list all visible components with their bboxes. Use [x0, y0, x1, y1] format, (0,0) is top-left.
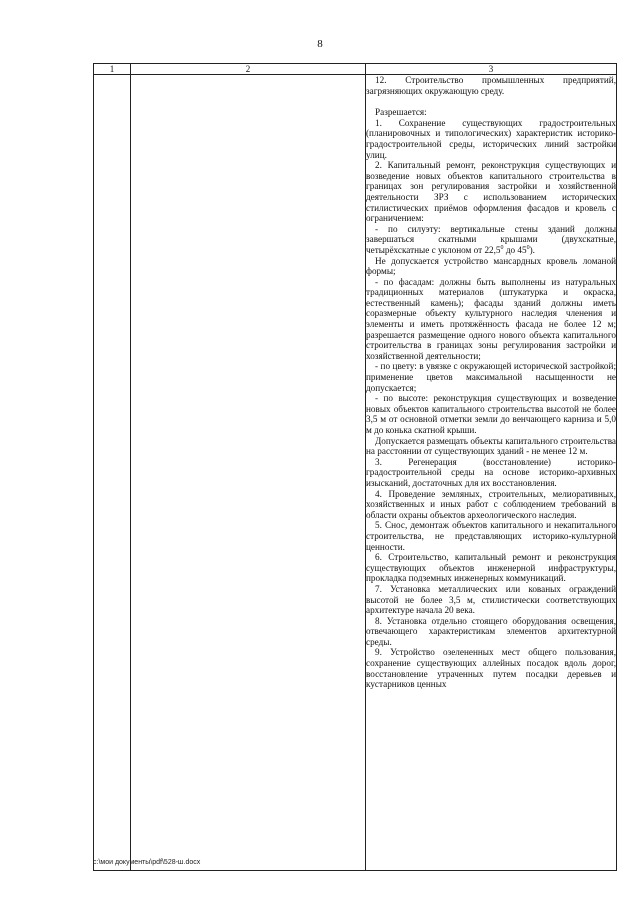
cell-column-1 — [94, 75, 131, 871]
paragraph-allowed-heading: Разрешается: — [375, 107, 427, 118]
paragraph-allowed-5: 5. Снос, демонтаж объектов капитального и некапитального строительства, не представляющих историко-культурной ценности. — [366, 520, 616, 552]
degree-sup-a: 0 — [500, 244, 504, 251]
degree-sup-b: 0 — [526, 244, 530, 251]
paragraph-distance: Допускается размещать объекты капитального строительства на расстоянии от существующих зданий - не менее 12 м. — [366, 435, 616, 457]
slope-end: ). — [529, 244, 535, 255]
column-header-2: 2 — [131, 64, 366, 75]
cell-column-2 — [131, 75, 366, 871]
page-number: 8 — [317, 38, 323, 50]
slope-to: до 45 — [505, 244, 527, 255]
table-header-row — [94, 64, 617, 75]
paragraph-mansard: Не допускается устройство мансардных кровель ломаной формы; — [366, 255, 616, 277]
paragraph-allowed-9: 9. Устройство озелененных мест общего пользования, сохранение существующих аллейных посадок вдоль дорог, восстановление утраченных путем посадки деревьев и кустарников ценных — [366, 647, 616, 690]
footer-file-path: c:\мои документы\pdf\528-ш.docx — [93, 859, 201, 866]
column-header-1: 1 — [94, 64, 131, 75]
column-header-3: 3 — [366, 64, 617, 75]
table-body-row — [94, 75, 617, 871]
paragraph-allowed-2: 2. Капитальный ремонт, реконструкция существующих и возведение новых объектов капитального строительства в границах зон регулирования застройки и хозяйственной деятельности ЗРЗ с использованием исторических стилистических приёмов оформления фасадов и кровель с ограничением: — [366, 160, 616, 224]
cell-column-3 — [366, 75, 617, 871]
paragraph-allowed-4: 4. Проведение земляных, строительных, мелиоративных, хозяйственных и иных работ с соблюдением требований в области охраны объектов археологического наследия. — [366, 488, 616, 520]
paragraph-height: - по высоте: реконструкция существующих и возведение новых объектов капитального строительства высотой не более 3,5 м от основной отметки земли до венчающего карниза и 5,0 м до конька скатной крыши. — [366, 393, 616, 435]
paragraph-allowed-6: 6. Строительство, капитальный ремонт и реконструкция существующих объектов инженерной инфраструктуры, прокладка подземных инженерных коммуникаций. — [366, 552, 616, 584]
paragraph-allowed-3: 3. Регенерация (восстановление) историко-градостроительной среды на основе историко-архивных изысканий, достаточных для их восстановления. — [366, 456, 616, 488]
paragraph-silhouette — [366, 224, 616, 256]
paragraph-allowed-1: 1. Сохранение существующих градостроительных (планировочных и типологических) характеристик историко-градостроительной среды, исторических линий застройки улиц. — [366, 117, 616, 160]
paragraph-prohibited-12: 12. Строительство промышленных предприятий, загрязняющих окружающую среду. — [366, 75, 616, 96]
silhouette-text: - по силуэту: вертикальные стены зданий должны завершаться скатными крышами (двухскатные, четырёхскатные с уклоном от 22,5 — [366, 223, 616, 255]
paragraph-facades: - по фасадам: должны быть выполнены из натуральных традиционных материалов (штукатурка и окраска, естественный камень); фасады зданий должны иметь соразмерные объекту культурного наследия членения и элементы и иметь протяжённость фасада не более 12 м; разрешается размещение одного нового объекта капитального строительства в границах зоны регулирования застройки и хозяйственной деятельности; — [366, 276, 616, 361]
paragraph-allowed-7: 7. Установка металлических или кованых ограждений высотой не более 3,5 м, стилистически соответствующих архитектуре начала 20 века. — [366, 583, 616, 616]
paragraph-color: - по цвету: в увязке с окружающей исторической застройкой; применение цветов максимальной насыщенности не допускается; — [366, 361, 616, 393]
regulations-table — [93, 63, 617, 871]
paragraph-allowed-8: 8. Установка отдельно стоящего оборудования освещения, отвечающего характеристикам элементов архитектурной среды. — [366, 615, 616, 647]
